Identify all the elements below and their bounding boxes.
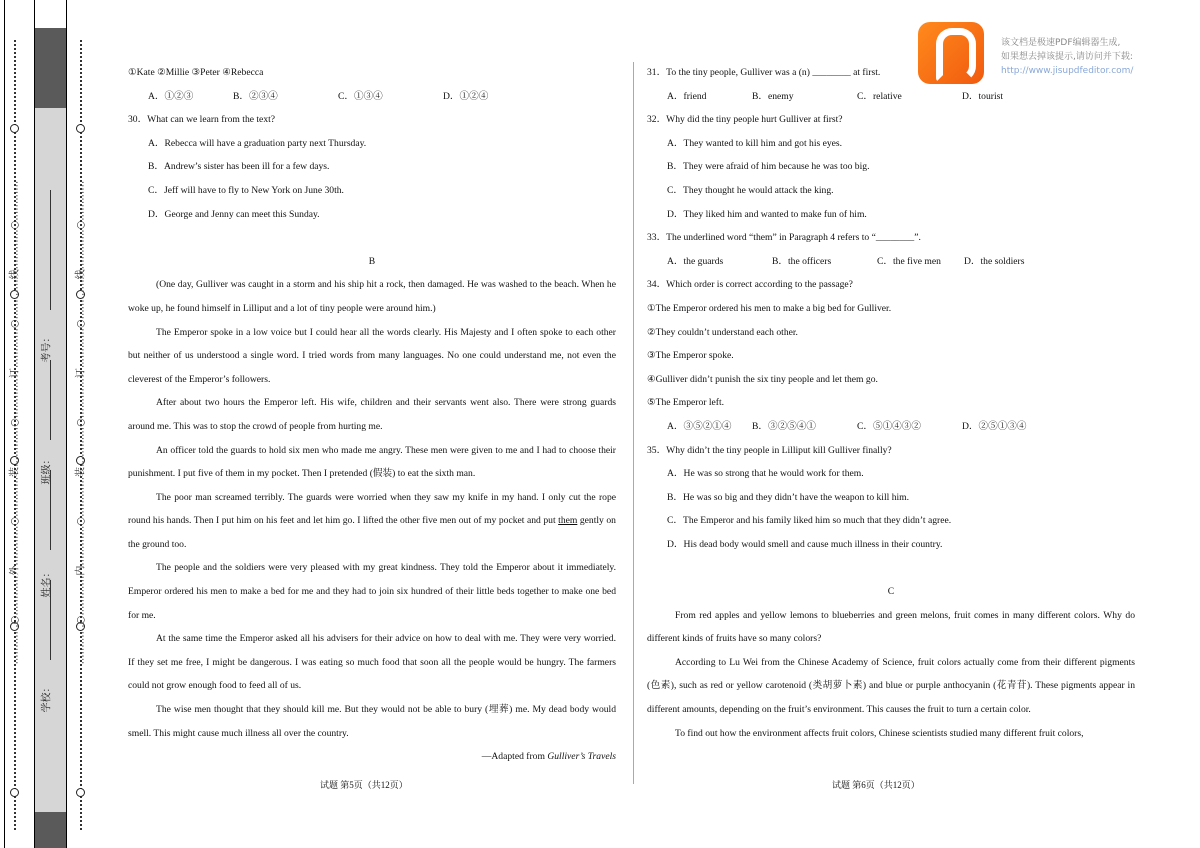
right-page-column bbox=[647, 61, 1135, 745]
page-footer-left: 试题 第5页（共12页） bbox=[320, 780, 408, 790]
passage-source bbox=[128, 745, 616, 769]
option: D．They liked him and wanted to make fun of him. bbox=[667, 208, 867, 220]
watermark-line: 如果想去掉该提示,请访问并下载: bbox=[1001, 52, 1133, 62]
binding-line-right bbox=[66, 0, 67, 848]
option: D．the soldiers bbox=[964, 255, 1025, 267]
passage-text: gently on the ground too. bbox=[128, 515, 616, 550]
passage-paragraph: To find out how the environment affects fruit colors, Chinese scientists studied many different fruit colors, bbox=[675, 727, 1084, 739]
passage-paragraph bbox=[128, 486, 616, 557]
q33-options bbox=[647, 250, 1135, 274]
passage-paragraph: The wise men thought that they should kill me. But they would not be able to bury (埋葬) me. My dead body would smell. This might cause much illness all over the country. bbox=[128, 704, 616, 739]
column-divider bbox=[633, 62, 634, 784]
option: A．Rebecca will have a graduation party next Thursday. bbox=[148, 137, 367, 149]
section-c-heading: C bbox=[887, 586, 895, 598]
question-30: 30．What can we learn from the text? bbox=[128, 114, 276, 126]
school-field-label: 学校： bbox=[41, 682, 53, 713]
option: A．③⑤②①④ bbox=[667, 420, 732, 432]
option: B．the officers bbox=[772, 255, 832, 267]
binding-dark-block-top bbox=[34, 28, 66, 108]
left-page-column bbox=[128, 61, 616, 769]
option: D．tourist bbox=[962, 90, 1004, 102]
section-b-heading: B bbox=[368, 255, 376, 267]
option: C．①③④ bbox=[338, 90, 383, 102]
class-field-line bbox=[50, 360, 51, 440]
question-34: 34．Which order is correct according to the passage? bbox=[647, 279, 853, 291]
watermark-line: 该文档是极速PDF编辑器生成, bbox=[1001, 38, 1121, 48]
binding-dark-block-bottom bbox=[34, 812, 66, 848]
option: B．Andrew’s sister has been ill for a few days. bbox=[148, 161, 330, 173]
order-item: ①The Emperor ordered his men to make a big bed for Gulliver. bbox=[647, 302, 892, 314]
watermark-link[interactable]: http://www.jisupdfeditor.com/ bbox=[1001, 66, 1134, 76]
option: D．His dead body would smell and cause much illness in their country. bbox=[667, 538, 943, 550]
class-field-label: 班级： bbox=[41, 454, 53, 485]
passage-paragraph: (One day, Gulliver was caught in a storm and his ship hit a rock, then damaged. He was washed to the beach. When he woke up, he found himself in Lilliput and a lot of tiny people were around him.) bbox=[128, 279, 616, 314]
q34-options bbox=[647, 415, 1135, 439]
outer-binding-label: …………○…………外…………○…………装…………○…………订…………○…………线…………○………… bbox=[9, 180, 21, 665]
option: A．the guards bbox=[667, 255, 724, 267]
exam-number-field-label: 考号： bbox=[41, 332, 53, 363]
q29-options bbox=[128, 85, 616, 109]
option: D．②⑤①③④ bbox=[962, 420, 1027, 432]
passage-paragraph: From red apples and yellow lemons to blueberries and green melons, fruit comes in many different colors. Why do different kinds of fruits have so many colors? bbox=[647, 609, 1135, 645]
name-field-label: 姓名： bbox=[41, 567, 53, 598]
option: C．They thought he would attack the king. bbox=[667, 184, 834, 196]
option: A．He was so strong that he would work for them. bbox=[667, 468, 864, 480]
pdf-editor-logo-icon bbox=[918, 22, 984, 84]
passage-paragraph: The Emperor spoke in a low voice but I could hear all the words clearly. His Majesty and I often spoke to each other but neither of us understood a single word. I tried words from many languages. No one could understand me, not even the cleverest of the Emperor’s followers. bbox=[128, 326, 616, 385]
option: C．Jeff will have to fly to New York on June 30th. bbox=[148, 184, 344, 196]
passage-paragraph: After about two hours the Emperor left. His wife, children and their servants went also. There were strong guards around me. This was to stop the crowd of people from hurting me. bbox=[128, 397, 616, 432]
order-item: ③The Emperor spoke. bbox=[647, 350, 734, 362]
passage-paragraph: According to Lu Wei from the Chinese Academy of Science, fruit colors actually come from their different pigments (色素), such as red or yellow carotenoid (类胡萝卜素) and blue or purple anthocyanin (花青苷). These pigments appear in different amounts, depending on the fruit’s environment. This causes the fruit to turn a certain color. bbox=[647, 656, 1135, 716]
passage-text: The poor man screamed terribly. The guards were worried when they saw my knife in my hand. I only cut the rope round his hands. Then I put him on his feet and let him go. I lifted the other five men out of my pocket and put bbox=[128, 491, 616, 527]
answer-names-line: ①Kate ②Millie ③Peter ④Rebecca bbox=[128, 67, 264, 78]
passage-paragraph: At the same time the Emperor asked all his advisers for their advice on how to deal with me. They were very worried. If they set me free, I might be dangerous. I was eating so much food that soon all the people would be hungry. The farmers could not grow enough food to feed all of us. bbox=[128, 633, 616, 692]
question-35: 35．Why didn’t the tiny people in Lilliput kill Gulliver finally? bbox=[647, 444, 892, 456]
option: B．They were afraid of him because he was too big. bbox=[667, 161, 870, 173]
option: A．①②③ bbox=[148, 90, 194, 102]
exam-number-field-line bbox=[50, 190, 51, 310]
watermark-text bbox=[1001, 36, 1133, 78]
question-33: 33．The underlined word “them” in Paragraph 4 refers to “________”. bbox=[647, 232, 921, 244]
option: A．friend bbox=[667, 90, 707, 102]
option: B．③②⑤④① bbox=[752, 420, 816, 432]
option: D．①②④ bbox=[443, 90, 489, 102]
source-title: Gulliver’s Travels bbox=[547, 751, 616, 763]
option: C．⑤①④③② bbox=[857, 420, 921, 432]
binding-line-left bbox=[34, 0, 35, 848]
question-31: 31．To the tiny people, Gulliver was a (n) ________ at first. bbox=[647, 67, 881, 78]
order-item: ⑤The Emperor left. bbox=[647, 397, 725, 409]
option: C．the five men bbox=[877, 255, 941, 267]
option: B．He was so big and they didn’t have the weapon to kill him. bbox=[667, 491, 910, 503]
q31-options bbox=[647, 85, 1135, 109]
order-item: ④Gulliver didn’t punish the six tiny people and let them go. bbox=[647, 373, 878, 385]
option: C．relative bbox=[857, 90, 902, 102]
underlined-them: them bbox=[558, 515, 578, 527]
passage-paragraph: An officer told the guards to hold six men who made me angry. These men were given to me and I had to choose their punishment. I put five of them in my pocket. Then I pretended (假装) to eat the sixth man. bbox=[128, 444, 616, 480]
option: A．They wanted to kill him and got his eyes. bbox=[667, 137, 843, 149]
inner-binding-label: …………○…………内…………○…………装…………○…………订…………○…………线…………○………… bbox=[75, 180, 87, 665]
binding-margin bbox=[0, 0, 100, 848]
order-item: ②They couldn’t understand each other. bbox=[647, 326, 798, 338]
option: C．The Emperor and his family liked him so much that they didn’t agree. bbox=[667, 515, 952, 527]
option: D．George and Jenny can meet this Sunday. bbox=[148, 208, 320, 220]
question-32: 32．Why did the tiny people hurt Gulliver at first? bbox=[647, 114, 843, 126]
passage-paragraph: The people and the soldiers were very pleased with my great kindness. They told the Emperor about it immediately. Emperor ordered his men to make a bed for me and they had to join six hundred of their little beds together to make one bed for me. bbox=[128, 562, 616, 621]
source-prefix: —Adapted from bbox=[481, 751, 548, 763]
option: B．②③④ bbox=[233, 90, 278, 102]
page-footer-right: 试题 第6页（共12页） bbox=[832, 780, 920, 790]
option: B．enemy bbox=[752, 90, 794, 102]
